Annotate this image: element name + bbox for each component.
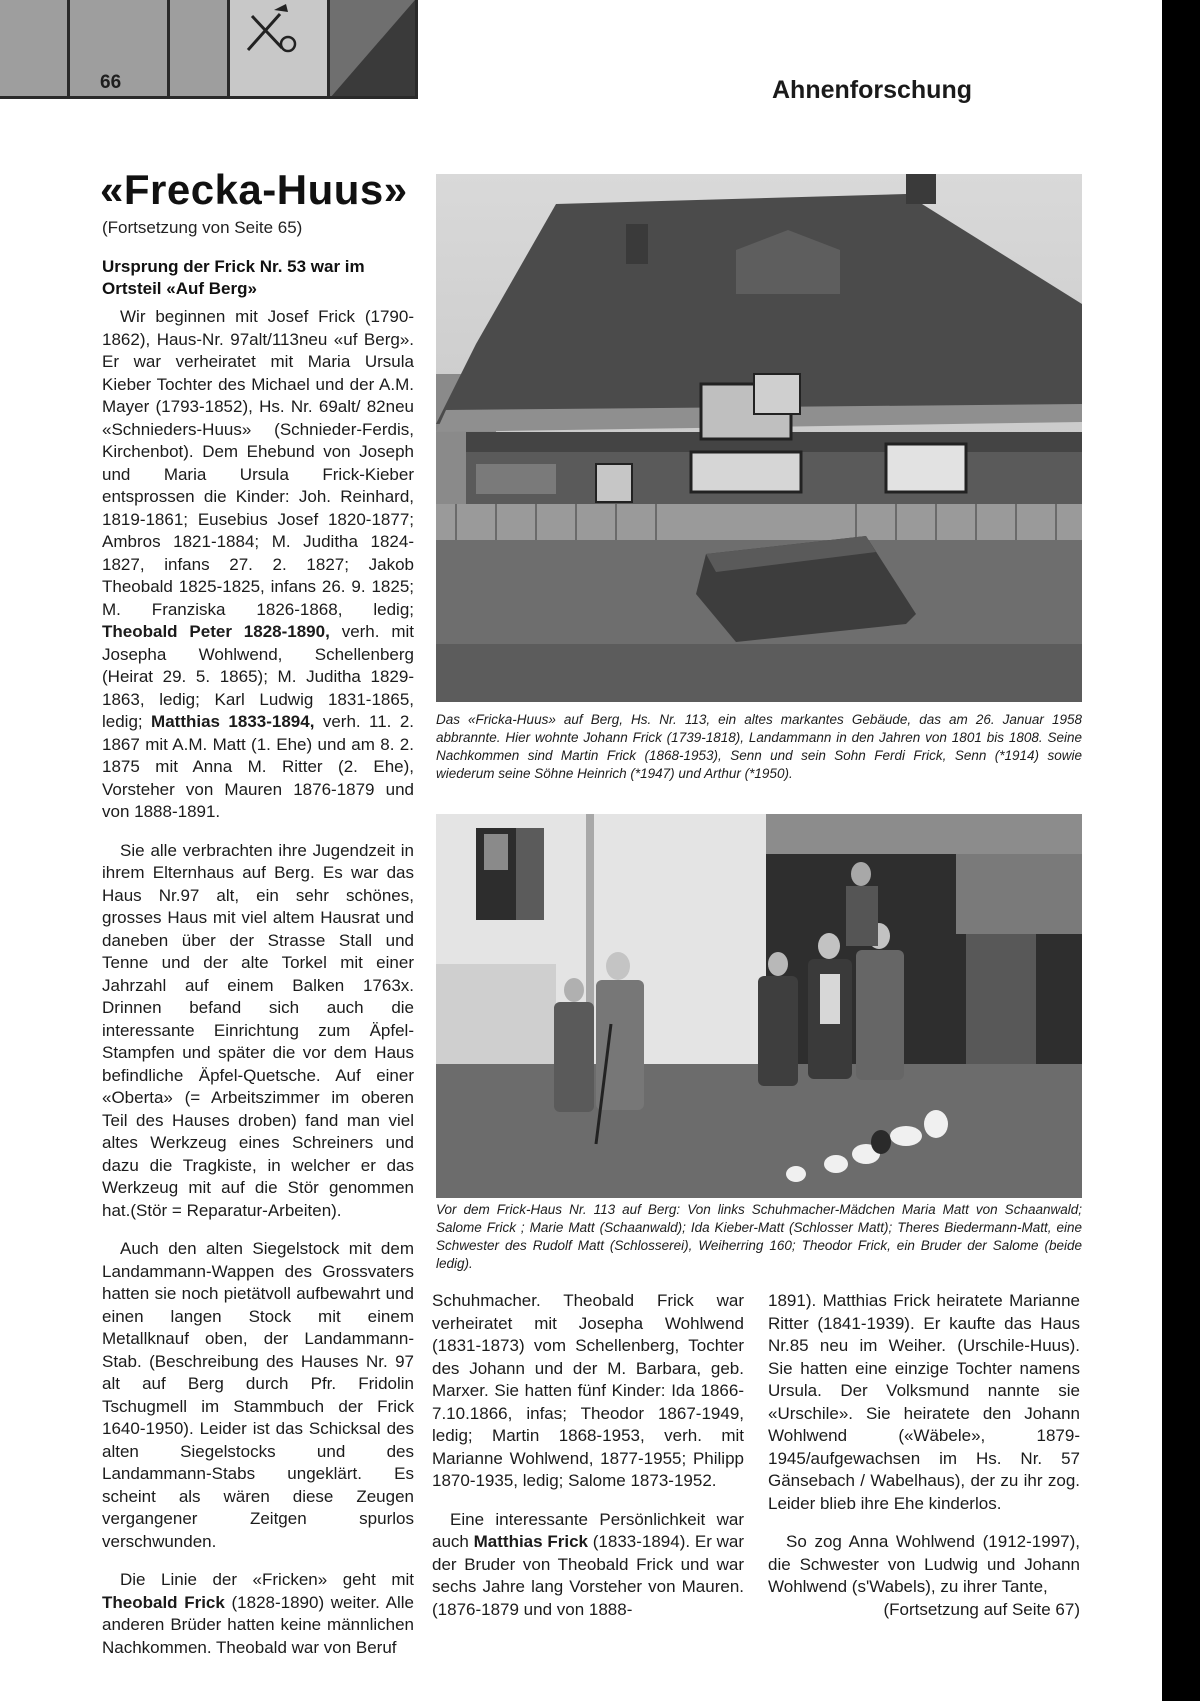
section-title: Ahnenforschung: [772, 76, 972, 104]
photo-2-caption: Vor dem Frick-Haus Nr. 113 auf Berg: Von links Schuhmacher-Mädchen Maria Matt von Schaanwald; Salome Frick ; Marie Matt (Schaanwald); Ida Kieber-Matt (Schlosser Matt); Theres Biedermann-Matt, eine Schwester des Rudolf Matt (Schlosserei), Weiherring 160; Theodor Frick, ein Bruder der Salome (beide ledig).: [436, 1202, 1082, 1271]
paragraph-1: Wir beginnen mit Josef Frick (1790-1862), Haus-Nr. 97alt/113neu «uf Berg». Er war verheiratet mit Maria Ursula Kieber Tochter des Michael und der A.M. Mayer (1793-1852), Hs. Nr. 69alt/ 82neu «Schnieders-Huus» (Schnieder-Ferdis, Kirchenbot). Dem Ehebund von Joseph und Maria Ursula Frick-Kieber entsprossen die Kinder: Joh. Reinhard, 1819-1861; Eusebius Josef 1820-1877; Ambros 1821-1884; M. Juditha 1824-1827, infans 27. 2. 1827; Jakob Theobald 1825-1825, infans 26. 9. 1825; M. Franziska 1826-1868, ledig; Theobald Peter 1828-1890, verh. mit Josepha Wohlwend, Schellenberg (Heirat 29. 5. 1865); M. Juditha 1829-1863, ledig; Karl Ludwig 1831-1865, ledig; Matthias 1833-1894, verh. 11. 2. 1867 mit A.M. Matt (1. Ehe) und am 8. 2. 1875 mit Anna M. Ritter (2. Ehe), Vorsteher von Mauren 1876-1879 und von 1888-1891.: [102, 307, 415, 821]
page-number: 66: [100, 72, 122, 93]
article-title: «Frecka-Huus»: [100, 166, 408, 213]
photo-family-group: [436, 814, 1082, 1198]
scan-edge: [1162, 0, 1200, 1701]
paragraph-8: So zog Anna Wohlwend (1912-1997), die Schwester von Ludwig und Johann Wohlwend (s'Wabels), zu ihrer Tante, (Fortsetzung auf Seite 67): [768, 1531, 1080, 1621]
photo-1-caption: Das «Fricka-Huus» auf Berg, Hs. Nr. 113, ein altes markantes Gebäude, das am 26. Januar 1958 abbrannte. Hier wohnte Johann Frick (1739-1818), Landammann in den Jahren von 1801 bis 1808. Seine Nachkommen sind Martin Frick (1868-1953), Senn und sein Sohn Ferdi Frick, Senn (*1914) sowie wiederum seine Söhne Heinrich (*1947) und Arthur (*1950).: [436, 712, 1082, 781]
paragraph-6: Eine interessante Persönlichkeit war auch Matthias Frick (1833-1894). Er war der Bruder von Theobald Frick und war sechs Jahre lang Vorsteher von Mauren. (1876-1879 und von 1888-: [432, 1509, 745, 1619]
paragraph-5: Schuhmacher. Theobald Frick war verheiratet mit Josepha Wohlwend (1831-1873) vom Schellenberg, Tochter des Johann und der M. Barbara, geb. Marxer. Sie hatten fünf Kinder: Ida 1866-7.10.1866, infas; Theodor 1867-1949, ledig; Martin 1868-1953, verh. mit Marianne Wohlwend, 1877-1955; Philipp 1870-1935, ledig; Salome 1873-1952.: [432, 1291, 744, 1490]
continued-to: (Fortsetzung auf Seite 67): [883, 1599, 1080, 1619]
photo-frecka-huus: [436, 174, 1082, 702]
header-rule: [0, 96, 418, 99]
middle-column: [432, 1290, 744, 1621]
header-band: [0, 0, 418, 98]
paragraph-2: Sie alle verbrachten ihre Jugendzeit in ihrem Elternhaus auf Berg. Es war das Haus Nr.97 alt, ein sehr schönes, grosses Haus mit viel altem Hausrat und daneben über der Strasse Stall und Tenne und der alte Torkel mit einer Jahrzahl auf einem Balken 1763x. Drinnen befand sich auch die interessante Einrichtung zum Äpfel-Stampfen und später die vor dem Haus befindliche Äpfel-Quetsche. Auf einer «Oberta» (= Arbeitszimmer im oberen Teil des Hauses droben) fand man viel altes Werkzeug eines Schreiners und dazu die Tragkiste, in welcher er das Werkzeug mit auf die Stör genommen hat.(Stör = Reparatur-Arbeiten).: [102, 840, 414, 1220]
paragraph-3: Auch den alten Siegelstock mit dem Landammann-Wappen des Grossvaters hatten sie noch pietätvoll aufbewahrt und einen langen Stock mit einem Metallknauf oben, der Landammann-Stab. (Beschreibung des Hauses Nr. 97 alt auf Berg durch Pfr. Fridolin Tschugmell im Stammbuch der Frick 1640-1950). Leider ist das Schicksal des alten Siegelstocks und des Landammann-Stabs ungeklärt. Es scheint als wären diese Zeugen vergangener Zeitgen spurlos verschwunden.: [102, 1239, 414, 1551]
article-subheading: Ursprung der Frick Nr. 53 war im Ortsteil «Auf Berg»: [102, 257, 365, 298]
paragraph-4: Die Linie der «Fricken» geht mit Theobald Frick (1828-1890) weiter. Alle anderen Brüder hatten keine männlichen Nachkommen. Theobald war von Beruf: [102, 1570, 414, 1657]
right-column: [768, 1290, 1080, 1621]
left-column: [102, 306, 414, 1659]
header-cell: [0, 0, 70, 98]
continued-from: (Fortsetzung von Seite 65): [102, 218, 303, 237]
paragraph-7: 1891). Matthias Frick heiratete Marianne Ritter (1841-1939). Er kaufte das Haus Nr.85 neu im Weiher. (Urschile-Huus). Sie hatten eine einzige Tochter namens Ursula. Der Volksmund nannte sie «Urschile». Sie heiratete den Johann Wohlwend («Wäbele», 1879-1945/aufgewachsen im Hs. Nr. 57 Gänsebach / Wabelhaus), der zu ihr zog. Leider blieb ihre Ehe kinderlos.: [768, 1291, 1080, 1513]
header-cell: [330, 0, 418, 98]
header-diagonal: [330, 0, 415, 98]
header-emblem-cell: [230, 0, 330, 98]
header-cell: [170, 0, 230, 98]
crossed-tools-emblem-icon: [230, 0, 327, 98]
